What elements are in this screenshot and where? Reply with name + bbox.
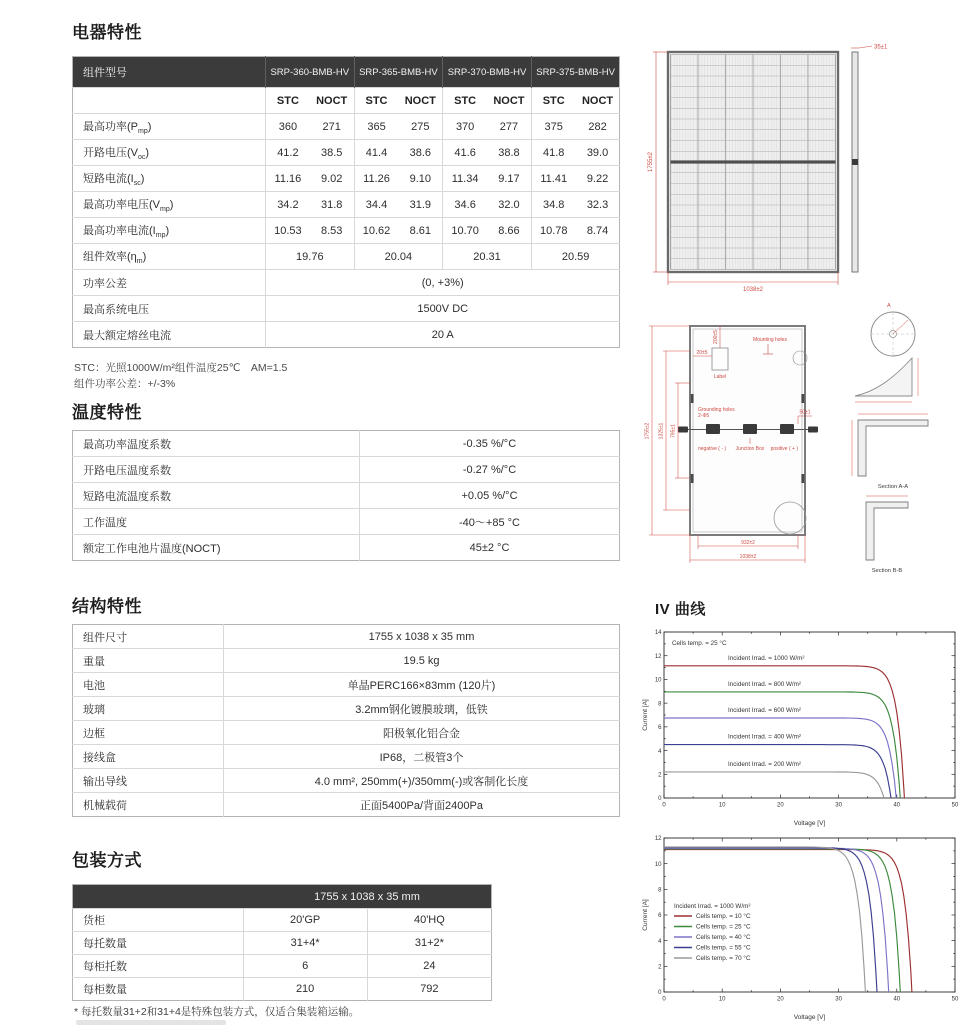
x-tick-label: 40 [893,802,901,809]
front-view-drawing [640,42,890,294]
table-row [73,745,620,769]
x-tick-label: 20 [777,996,784,1003]
y-tick-label: 10 [654,677,662,684]
param-value: 19.5 kg [224,649,620,673]
param-value: 32.0 [487,192,531,218]
y-tick-label: 14 [654,630,662,637]
y-tick-label: 12 [654,653,662,660]
table-row [73,649,620,673]
table-row [73,535,620,561]
y-tick-label: 6 [658,725,662,732]
param-label: 玻璃 [73,697,224,721]
param-label: 每柜托数 [73,955,244,978]
param-value: 271 [310,114,354,140]
packaging-size-header: 1755 x 1038 x 35 mm [243,885,492,909]
empty-dark-cell [73,885,244,909]
param-value: 4.0 mm², 250mm(+)/350mm(-)或客制化长度 [224,769,620,793]
param-value: -0.35 %/°C [462,437,517,450]
table-row [73,296,620,322]
svg-text:50±1: 50±1 [799,409,811,416]
param-label: 最高功率$(P_{mp})$ [73,114,266,140]
param-value: 34.8 [531,192,575,218]
efficiency-value: 20.31 [443,244,532,270]
side-view-junction [852,159,858,165]
param-value: 277 [487,114,531,140]
efficiency-value: 19.76 [266,244,355,270]
legend-entry: Cells temp. = 70 °C [696,955,751,962]
table-row [73,457,620,483]
value-40hq: 31+2* [367,932,491,955]
legend-entry: Cells temp. = 40 °C [696,934,751,941]
param-label: 接线盒 [73,745,224,769]
table-row [73,88,620,114]
param-value: 275 [398,114,442,140]
iv-curve [664,848,889,992]
efficiency-value: 20.59 [531,244,620,270]
value-20gp: 31+4* [243,932,367,955]
table-row [73,978,492,1001]
param-value: 10.70 [443,218,487,244]
param-value: 34.6 [443,192,487,218]
param-value: 41.4 [354,140,398,166]
param-label: 电池 [73,673,224,697]
value-20gp: 210 [243,978,367,1001]
param-value: 20 A [266,322,620,348]
electrical-table [72,56,620,348]
model-name: SRP-375-BMB-HV [531,57,620,88]
table-row [73,769,620,793]
param-value: 8.66 [487,218,531,244]
table-row [73,218,620,244]
param-value: 10.53 [266,218,310,244]
dim-label-height: 1755±2 [648,152,654,172]
x-tick-label: 20 [777,802,784,809]
param-label: 最高功率温度系数 [73,431,360,457]
param-label: 短路电流$(I_{sc})$ [73,166,266,192]
svg-text:positive ( + ): positive ( + ) [770,446,798,452]
param-value: 11.16 [266,166,310,192]
param-label: 边框 [73,721,224,745]
legend-entry: Cells temp. = 25 °C [696,923,751,931]
table-row [73,932,492,955]
stc-header: STC [354,88,398,114]
y-tick-label: 6 [658,913,662,920]
param-value: 9.10 [398,166,442,192]
iv-curve [664,847,865,992]
param-value: 1755 x 1038 x 35 mm [368,630,475,643]
packaging-table [72,884,492,1001]
svg-text:1325±1: 1325±1 [658,422,665,440]
param-label: 重量 [73,649,224,673]
iv-curves-heading: IV 曲线 [655,601,706,618]
cutoff-text-line [76,1020,226,1025]
param-value: 41.2 [266,140,310,166]
legend-entry: Cells temp. = 10 °C [696,913,751,920]
x-tick-label: 30 [835,802,842,809]
chart-annotation: Cells temp. = 25 °C [672,640,727,647]
value-40hq: 792 [367,978,491,1001]
param-label: 每柜数量 [73,978,244,1001]
svg-text:1755±2: 1755±2 [644,422,651,440]
svg-text:200±5: 200±5 [713,330,719,344]
iv-curve [664,718,896,798]
iv-curve [664,745,891,798]
param-label: 输出导线 [73,769,224,793]
stc-header: STC [266,88,310,114]
section-a-caption: Section A-A [877,484,909,490]
y-tick-label: 0 [658,990,662,997]
param-value: (0, +3%) [266,270,620,296]
y-tick-label: 2 [658,772,662,779]
param-label: 额定工作电池片温度(NOCT) [73,535,360,561]
table-row [73,697,620,721]
packaging-footnote: * 每托数量31+2和31+4是特殊包装方式，仅适合集装箱运输。 [74,1006,360,1018]
param-value: 375 [531,114,575,140]
series-label: Incident Irrad. = 200 W/m² [728,760,801,768]
y-tick-label: 10 [654,861,662,868]
value-20gp: 6 [243,955,367,978]
param-value: 9.22 [576,166,620,192]
table-row [73,955,492,978]
param-value: 8.74 [576,218,620,244]
series-label: Incident Irrad. = 400 W/m² [728,733,801,741]
stc-header: STC [531,88,575,114]
table-row [73,114,620,140]
param-value: 360 [266,114,310,140]
param-value: 9.02 [310,166,354,192]
table-row [73,483,620,509]
stc-header: STC [443,88,487,114]
table-row [73,431,620,457]
model-name: SRP-370-BMB-HV [443,57,532,88]
param-label: 最高系统电压 [73,296,266,322]
legend-title: Incident Irrad. = 1000 W/m² [674,903,751,910]
y-tick-label: 12 [654,836,662,843]
param-value: 45±2 °C [360,535,620,561]
param-value: 34.2 [266,192,310,218]
param-label: 最大额定熔丝电流 [73,322,266,348]
param-value: 38.8 [487,140,531,166]
param-value: 11.26 [354,166,398,192]
table-row [73,57,620,88]
back-view-drawing [640,298,965,588]
temperature-table [72,430,620,561]
table-row [73,673,620,697]
svg-text:Label: Label [713,374,727,380]
param-value: 11.41 [531,166,575,192]
svg-text:1038±2: 1038±2 [739,554,757,560]
param-label: 功率公差 [73,270,266,296]
stc-note-line2: 组件功率公差：+/-3% [74,378,176,391]
param-label: 机械载荷 [73,793,224,817]
param-value: 10.78 [531,218,575,244]
table-row [73,322,620,348]
param-value: 38.5 [310,140,354,166]
model-name: SRP-365-BMB-HV [354,57,443,88]
x-tick-label: 30 [835,996,842,1003]
structure-table [72,624,620,817]
legend-entry: Cells temp. = 55 °C [696,944,751,952]
series-label: Incident Irrad. = 600 W/m² [728,706,801,714]
svg-text:Junction Box: Junction Box [735,446,765,452]
param-value: 31.9 [398,192,442,218]
empty-cell [73,88,266,114]
x-tick-label: 40 [893,996,901,1003]
y-tick-label: 8 [658,887,662,894]
table-row [73,244,620,270]
svg-text:Grounding holes: Grounding holes [698,407,735,413]
table-row [73,625,620,649]
efficiency-value: 20.04 [354,244,443,270]
param-value: 3.2mm钢化镀膜玻璃，低铁 [224,697,620,721]
x-tick-label: 50 [951,802,959,809]
value-20gp: 20'GP [243,909,367,932]
plot-box [664,632,955,798]
iv-curve [664,772,884,798]
x-tick-label: 50 [951,996,959,1003]
noct-header: NOCT [398,88,442,114]
efficiency-label: 组件效率$(\eta_m)$ [73,244,266,270]
param-value: +0.05 %/°C [360,483,620,509]
table-row [73,140,620,166]
param-value: 38.6 [398,140,442,166]
param-value: 11.34 [443,166,487,192]
svg-text:negative ( - ): negative ( - ) [698,446,727,452]
param-value: IP68，二极管3个 [224,745,620,769]
series-label: Incident Irrad. = 800 W/m² [728,680,801,688]
value-40hq: 24 [367,955,491,978]
table-row [73,793,620,817]
detail-a-label: A [887,303,891,309]
param-value: 370 [443,114,487,140]
y-tick-label: 0 [658,796,662,803]
param-label: 短路电流温度系数 [73,483,360,509]
svg-text:20±5: 20±5 [696,350,708,356]
param-value: 365 [354,114,398,140]
iv-chart-irradiance [640,624,965,828]
param-value: -0.27 %/°C [360,457,620,483]
dim-label-width: 1038±2 [743,287,763,293]
iv-curve [664,849,900,992]
model-name: SRP-360-BMB-HV [266,57,355,88]
param-value: 8.61 [398,218,442,244]
x-tick-label: 0 [662,996,666,1003]
param-value: 39.0 [576,140,620,166]
param-label: 每托数量 [73,932,244,955]
cell-grid [671,55,836,270]
svg-text:932±2: 932±2 [741,540,755,546]
x-tick-label: 0 [662,802,666,809]
series-label: Incident Irrad. = 1000 W/m² [728,654,805,662]
y-tick-label: 2 [658,964,662,971]
param-value: 阳极氧化铝合金 [224,721,620,745]
table-row [73,509,620,535]
dim-label-thickness: 35±1 [874,44,888,51]
noct-header: NOCT [487,88,531,114]
table-row [73,192,620,218]
noct-header: NOCT [310,88,354,114]
y-axis-label: Current [A] [642,699,649,731]
param-value: 单晶PERC166×83mm (120片) [224,673,620,697]
param-label: 货柜 [73,909,244,932]
param-value: 10.62 [354,218,398,244]
section-title-packaging: 包装方式 [72,851,142,870]
svg-text:795±1: 795±1 [670,424,677,438]
param-label: 最高功率电流$(I_{mp})$ [73,218,266,244]
iv-chart-temperature [640,832,965,1022]
param-value: 32.3 [576,192,620,218]
model-header-label: 组件型号 [73,57,266,88]
param-value: 282 [576,114,620,140]
param-label: 开路电压温度系数 [73,457,360,483]
section-title-temperature: 温度特性 [72,403,142,422]
table-row [73,721,620,745]
x-tick-label: 10 [718,802,726,809]
param-value: -40～+85 °C [360,509,620,535]
param-value: 31.8 [310,192,354,218]
x-axis-label: Voltage [V] [793,1014,826,1021]
noct-header: NOCT [576,88,620,114]
section-title-electrical: 电器特性 [72,23,142,42]
param-label: 开路电压$(V_{oc})$ [73,140,266,166]
param-value: 9.17 [487,166,531,192]
param-label: 组件尺寸 [73,625,224,649]
table-row [73,270,620,296]
param-label: 最高功率电压$(V_{mp})$ [73,192,266,218]
param-value: 41.6 [443,140,487,166]
param-value: 正面5400Pa/背面2400Pa [224,793,620,817]
detail-views [852,303,928,574]
param-value: 8.53 [310,218,354,244]
section-title-structure: 结构特性 [72,597,142,616]
table-row [73,166,620,192]
x-tick-label: 10 [718,996,726,1003]
y-tick-label: 4 [658,938,662,945]
y-axis-label: Current [A] [642,899,649,931]
y-tick-label: 4 [658,748,662,755]
section-b-caption: Section B-B [871,568,903,574]
table-row [73,909,492,932]
x-axis-label: Voltage [V] [793,820,826,827]
value-40hq: 40'HQ [367,909,491,932]
param-label: 工作温度 [73,509,360,535]
param-value: 34.4 [354,192,398,218]
svg-text:2-Φ5: 2-Φ5 [698,413,710,419]
param-value: 41.8 [531,140,575,166]
stc-note [74,360,287,393]
y-tick-label: 8 [658,701,662,708]
param-value: 1500V DC [266,296,620,322]
svg-text:Mounting holes: Mounting holes [753,337,787,343]
stc-note-line1: STC：光照1000W/m²组件温度25℃ AM=1.5 [74,362,288,374]
table-row [73,885,492,909]
